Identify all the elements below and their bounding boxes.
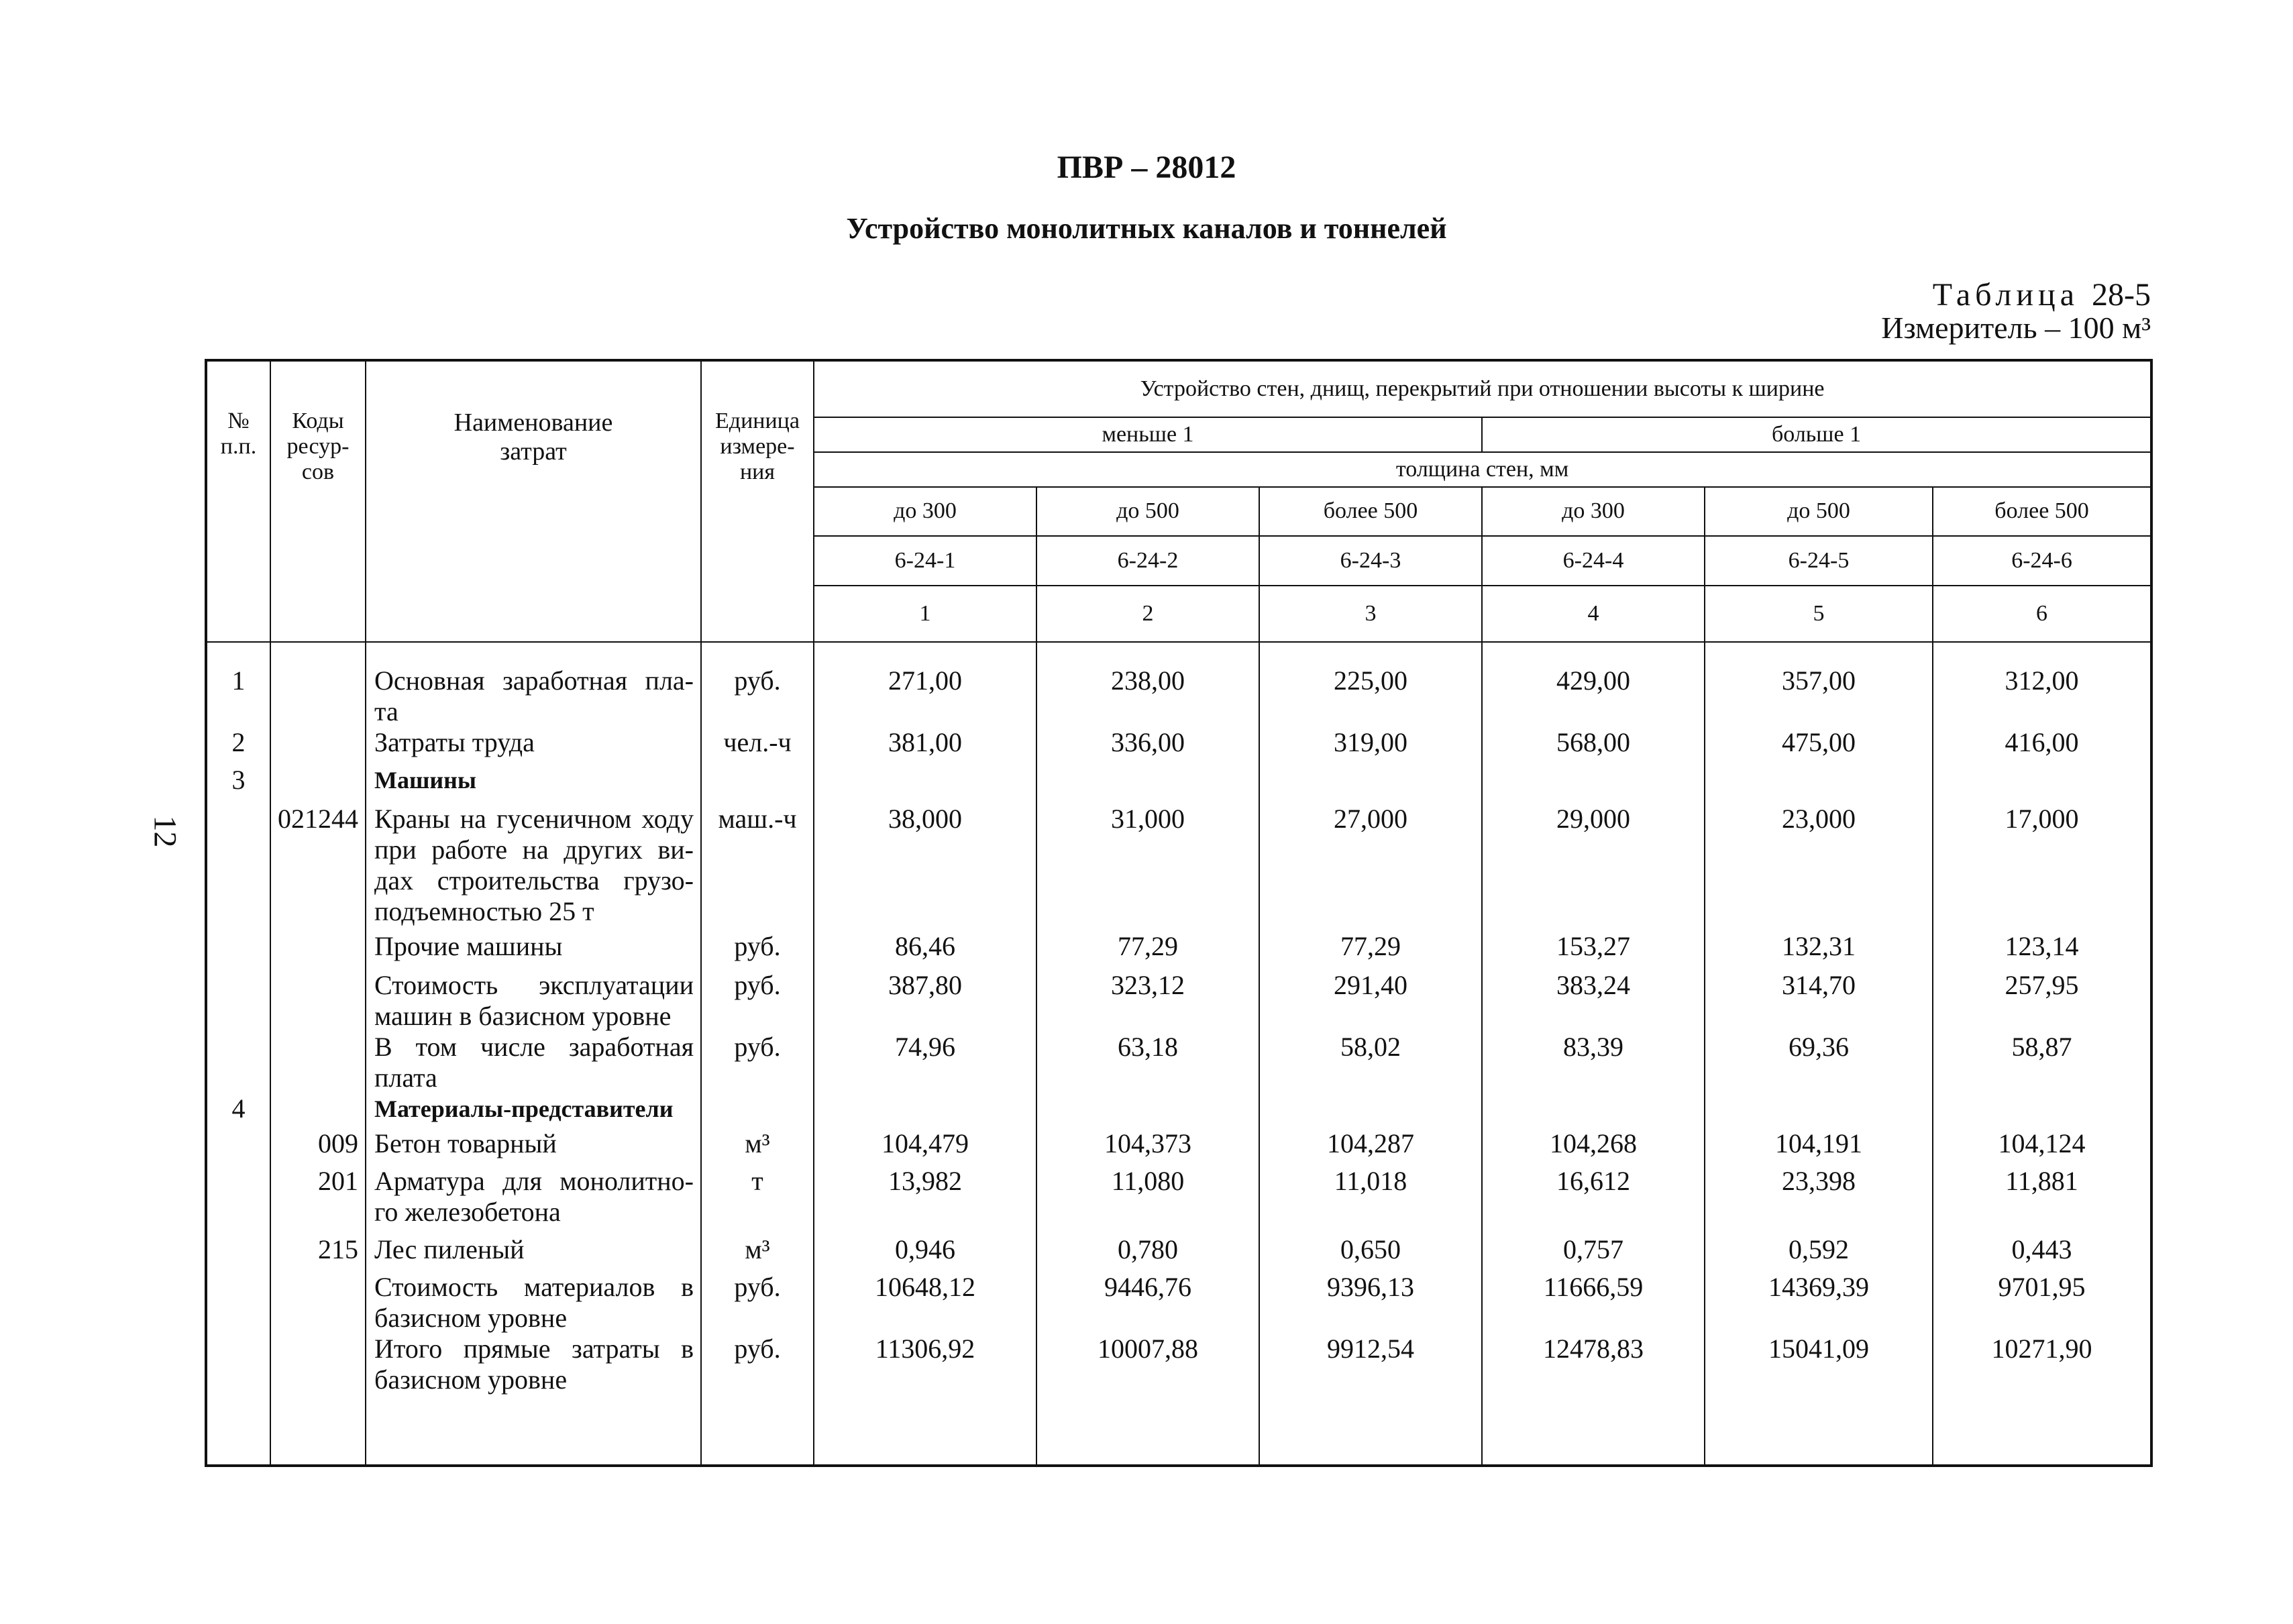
row-resource-code bbox=[270, 1093, 366, 1128]
filler-cell bbox=[366, 1434, 701, 1466]
row-value-col-5: 104,191 bbox=[1705, 1128, 1933, 1166]
table-row bbox=[206, 931, 2151, 970]
row-value-col-4: 16,612 bbox=[1482, 1166, 1705, 1234]
row-number: 2 bbox=[206, 727, 270, 765]
row-value-col-6: 58,87 bbox=[1933, 1032, 2151, 1093]
header-thick-3: более 500 bbox=[1259, 487, 1482, 536]
table-row bbox=[206, 1093, 2151, 1128]
row-value-col-6: 104,124 bbox=[1933, 1128, 2151, 1166]
table-filler-row bbox=[206, 1434, 2151, 1466]
row-number bbox=[206, 931, 270, 970]
row-number: 4 bbox=[206, 1093, 270, 1128]
row-value-col-2: 63,18 bbox=[1036, 1032, 1259, 1093]
measure-unit: Измеритель – 100 м³ bbox=[1881, 311, 2151, 345]
row-value-col-2: 10007,88 bbox=[1036, 1334, 1259, 1434]
page-number: 12 bbox=[147, 815, 183, 848]
row-cost-name: В том числе заработная плата bbox=[366, 1032, 701, 1093]
row-value-col-5: 314,70 bbox=[1705, 970, 1933, 1032]
row-resource-code: 201 bbox=[270, 1166, 366, 1234]
row-value-col-2: 0,780 bbox=[1036, 1234, 1259, 1272]
row-value-col-3 bbox=[1259, 765, 1482, 804]
row-value-col-2 bbox=[1036, 1093, 1259, 1128]
row-value-col-3 bbox=[1259, 1093, 1482, 1128]
header-less: меньше 1 bbox=[814, 417, 1482, 452]
row-number bbox=[206, 1128, 270, 1166]
row-value-col-4: 83,39 bbox=[1482, 1032, 1705, 1093]
row-unit: чел.-ч bbox=[701, 727, 814, 765]
table-label-word: Таблица bbox=[1932, 277, 2080, 313]
document-title: ПВР – 28012 bbox=[1057, 150, 1236, 185]
row-value-col-5: 15041,09 bbox=[1705, 1334, 1933, 1434]
row-value-col-2: 9446,76 bbox=[1036, 1272, 1259, 1334]
row-number bbox=[206, 1272, 270, 1334]
row-resource-code: 021244 bbox=[270, 804, 366, 931]
table-row bbox=[206, 1032, 2151, 1093]
row-value-col-4: 568,00 bbox=[1482, 727, 1705, 765]
row-cost-name: Прочие машины bbox=[366, 931, 701, 970]
row-value-col-1: 38,000 bbox=[814, 804, 1036, 931]
header-codes-text: Коды ресур- сов bbox=[286, 409, 350, 485]
row-unit: руб. bbox=[701, 931, 814, 970]
row-cost-name: Затраты труда bbox=[366, 727, 701, 765]
header-colnum-5: 5 bbox=[1705, 586, 1933, 641]
row-value-col-4: 11666,59 bbox=[1482, 1272, 1705, 1334]
row-value-col-6: 312,00 bbox=[1933, 642, 2151, 727]
row-value-col-1: 10648,12 bbox=[814, 1272, 1036, 1334]
document-subtitle: Устройство монолитных каналов и тоннелей bbox=[846, 212, 1447, 245]
row-unit: маш.-ч bbox=[701, 804, 814, 931]
row-value-col-1: 74,96 bbox=[814, 1032, 1036, 1093]
row-value-col-6: 9701,95 bbox=[1933, 1272, 2151, 1334]
row-value-col-5: 357,00 bbox=[1705, 642, 1933, 727]
row-value-col-3: 291,40 bbox=[1259, 970, 1482, 1032]
filler-cell bbox=[1259, 1434, 1482, 1466]
row-cost-name: Арматура для монолитно- го железобетона bbox=[366, 1166, 701, 1234]
header-group: Устройство стен, днищ, перекрытий при отношении высоты к ширине bbox=[814, 360, 2151, 417]
row-number bbox=[206, 1166, 270, 1234]
row-value-col-6: 17,000 bbox=[1933, 804, 2151, 931]
header-code-3: 6-24-3 bbox=[1259, 536, 1482, 586]
header-colnum-2: 2 bbox=[1036, 586, 1259, 641]
filler-cell bbox=[1036, 1434, 1259, 1466]
row-cost-name: Лес пиленый bbox=[366, 1234, 701, 1272]
row-value-col-5: 14369,39 bbox=[1705, 1272, 1933, 1334]
filler-cell bbox=[814, 1434, 1036, 1466]
row-value-col-1: 104,479 bbox=[814, 1128, 1036, 1166]
row-resource-code: 009 bbox=[270, 1128, 366, 1166]
row-value-col-1 bbox=[814, 765, 1036, 804]
row-value-col-6: 10271,90 bbox=[1933, 1334, 2151, 1434]
row-value-col-6: 11,881 bbox=[1933, 1166, 2151, 1234]
row-number: 3 bbox=[206, 765, 270, 804]
row-unit: руб. bbox=[701, 970, 814, 1032]
row-section-heading: Машины bbox=[366, 765, 701, 804]
row-value-col-5 bbox=[1705, 765, 1933, 804]
header-thick-5: до 500 bbox=[1705, 487, 1933, 536]
cost-table bbox=[205, 359, 2153, 1467]
row-value-col-3: 11,018 bbox=[1259, 1166, 1482, 1234]
row-resource-code bbox=[270, 970, 366, 1032]
header-codes bbox=[270, 360, 366, 642]
header-colnum-3: 3 bbox=[1259, 586, 1482, 641]
header-thick-6: более 500 bbox=[1933, 487, 2151, 536]
row-resource-code: 215 bbox=[270, 1234, 366, 1272]
row-value-col-2: 238,00 bbox=[1036, 642, 1259, 727]
filler-cell bbox=[1482, 1434, 1705, 1466]
row-value-col-2: 323,12 bbox=[1036, 970, 1259, 1032]
row-value-col-6 bbox=[1933, 765, 2151, 804]
row-value-col-3: 9912,54 bbox=[1259, 1334, 1482, 1434]
row-unit: т bbox=[701, 1166, 814, 1234]
header-unit-text: Единица измере- ния bbox=[715, 409, 800, 485]
row-unit: руб. bbox=[701, 1272, 814, 1334]
row-unit bbox=[701, 765, 814, 804]
table-row bbox=[206, 765, 2151, 804]
row-value-col-5: 475,00 bbox=[1705, 727, 1933, 765]
row-value-col-3: 104,287 bbox=[1259, 1128, 1482, 1166]
row-value-col-6: 416,00 bbox=[1933, 727, 2151, 765]
row-value-col-3: 225,00 bbox=[1259, 642, 1482, 727]
header-num-text: № п.п. bbox=[220, 409, 257, 459]
row-number bbox=[206, 1334, 270, 1434]
row-value-col-5: 23,000 bbox=[1705, 804, 1933, 931]
row-unit: руб. bbox=[701, 642, 814, 727]
header-code-4: 6-24-4 bbox=[1482, 536, 1705, 586]
row-cost-name: Бетон товарный bbox=[366, 1128, 701, 1166]
row-number bbox=[206, 1032, 270, 1093]
row-value-col-3: 9396,13 bbox=[1259, 1272, 1482, 1334]
row-unit bbox=[701, 1093, 814, 1128]
row-unit: руб. bbox=[701, 1032, 814, 1093]
header-name bbox=[366, 360, 701, 642]
header-name-text: Наименование затрат bbox=[454, 409, 613, 466]
row-cost-name: Стоимость материалов в базисном уровне bbox=[366, 1272, 701, 1334]
row-value-col-4: 153,27 bbox=[1482, 931, 1705, 970]
row-cost-name: Основная заработная пла- та bbox=[366, 642, 701, 727]
row-cost-name: Итого прямые затраты в базисном уровне bbox=[366, 1334, 701, 1434]
header-colnum-6: 6 bbox=[1933, 586, 2151, 641]
table-number: 28-5 bbox=[2092, 277, 2151, 313]
table-row bbox=[206, 1166, 2151, 1234]
row-value-col-5: 23,398 bbox=[1705, 1166, 1933, 1234]
header-colnum-4: 4 bbox=[1482, 586, 1705, 641]
row-value-col-3: 0,650 bbox=[1259, 1234, 1482, 1272]
row-value-col-4 bbox=[1482, 1093, 1705, 1128]
row-cost-name: Стоимость эксплуатации машин в базисном уровне bbox=[366, 970, 701, 1032]
table-label bbox=[1933, 276, 2151, 313]
row-value-col-6: 0,443 bbox=[1933, 1234, 2151, 1272]
row-number bbox=[206, 970, 270, 1032]
table-row bbox=[206, 970, 2151, 1032]
row-resource-code bbox=[270, 1032, 366, 1093]
row-value-col-4: 29,000 bbox=[1482, 804, 1705, 931]
row-value-col-1: 387,80 bbox=[814, 970, 1036, 1032]
row-number: 1 bbox=[206, 642, 270, 727]
row-resource-code bbox=[270, 642, 366, 727]
row-value-col-2: 31,000 bbox=[1036, 804, 1259, 931]
table-row bbox=[206, 1272, 2151, 1334]
row-value-col-6 bbox=[1933, 1093, 2151, 1128]
row-value-col-3: 58,02 bbox=[1259, 1032, 1482, 1093]
header-thick-1: до 300 bbox=[814, 487, 1036, 536]
row-value-col-1: 271,00 bbox=[814, 642, 1036, 727]
header-unit bbox=[701, 360, 814, 642]
filler-cell bbox=[206, 1434, 270, 1466]
row-value-col-4 bbox=[1482, 765, 1705, 804]
row-value-col-6: 123,14 bbox=[1933, 931, 2151, 970]
header-code-2: 6-24-2 bbox=[1036, 536, 1259, 586]
row-resource-code bbox=[270, 727, 366, 765]
row-value-col-5 bbox=[1705, 1093, 1933, 1128]
row-value-col-3: 77,29 bbox=[1259, 931, 1482, 970]
row-value-col-1: 86,46 bbox=[814, 931, 1036, 970]
row-resource-code bbox=[270, 1334, 366, 1434]
row-resource-code bbox=[270, 1272, 366, 1334]
header-thick-4: до 300 bbox=[1482, 487, 1705, 536]
row-value-col-4: 104,268 bbox=[1482, 1128, 1705, 1166]
row-value-col-5: 69,36 bbox=[1705, 1032, 1933, 1093]
table-row bbox=[206, 642, 2151, 727]
row-value-col-1: 381,00 bbox=[814, 727, 1036, 765]
row-value-col-2: 77,29 bbox=[1036, 931, 1259, 970]
row-number bbox=[206, 804, 270, 931]
row-section-heading: Материалы-представители bbox=[366, 1093, 701, 1128]
filler-cell bbox=[701, 1434, 814, 1466]
row-resource-code bbox=[270, 931, 366, 970]
row-value-col-4: 12478,83 bbox=[1482, 1334, 1705, 1434]
row-value-col-6: 257,95 bbox=[1933, 970, 2151, 1032]
filler-cell bbox=[270, 1434, 366, 1466]
row-unit: м³ bbox=[701, 1234, 814, 1272]
header-code-5: 6-24-5 bbox=[1705, 536, 1933, 586]
row-unit: м³ bbox=[701, 1128, 814, 1166]
row-value-col-1: 0,946 bbox=[814, 1234, 1036, 1272]
row-number bbox=[206, 1234, 270, 1272]
row-value-col-5: 0,592 bbox=[1705, 1234, 1933, 1272]
row-value-col-2: 336,00 bbox=[1036, 727, 1259, 765]
header-more: больше 1 bbox=[1482, 417, 2151, 452]
row-value-col-1: 13,982 bbox=[814, 1166, 1036, 1234]
header-thickness: толщина стен, мм bbox=[814, 452, 2151, 487]
header-code-1: 6-24-1 bbox=[814, 536, 1036, 586]
row-value-col-1 bbox=[814, 1093, 1036, 1128]
table-row bbox=[206, 727, 2151, 765]
filler-cell bbox=[1933, 1434, 2151, 1466]
table-row bbox=[206, 804, 2151, 931]
row-resource-code bbox=[270, 765, 366, 804]
row-value-col-2: 11,080 bbox=[1036, 1166, 1259, 1234]
row-value-col-1: 11306,92 bbox=[814, 1334, 1036, 1434]
row-value-col-3: 319,00 bbox=[1259, 727, 1482, 765]
filler-cell bbox=[1705, 1434, 1933, 1466]
row-cost-name: Краны на гусеничном ходу при работе на других ви- дах строительства грузо- подъемностью 25 т bbox=[366, 804, 701, 931]
header-colnum-1: 1 bbox=[814, 586, 1036, 641]
row-value-col-2: 104,373 bbox=[1036, 1128, 1259, 1166]
header-num bbox=[206, 360, 270, 642]
row-value-col-3: 27,000 bbox=[1259, 804, 1482, 931]
row-value-col-2 bbox=[1036, 765, 1259, 804]
table-row bbox=[206, 1334, 2151, 1434]
row-value-col-4: 383,24 bbox=[1482, 970, 1705, 1032]
table-row bbox=[206, 1128, 2151, 1166]
header-thick-2: до 500 bbox=[1036, 487, 1259, 536]
row-unit: руб. bbox=[701, 1334, 814, 1434]
header-code-6: 6-24-6 bbox=[1933, 536, 2151, 586]
table-row bbox=[206, 1234, 2151, 1272]
row-value-col-5: 132,31 bbox=[1705, 931, 1933, 970]
row-value-col-4: 429,00 bbox=[1482, 642, 1705, 727]
row-value-col-4: 0,757 bbox=[1482, 1234, 1705, 1272]
